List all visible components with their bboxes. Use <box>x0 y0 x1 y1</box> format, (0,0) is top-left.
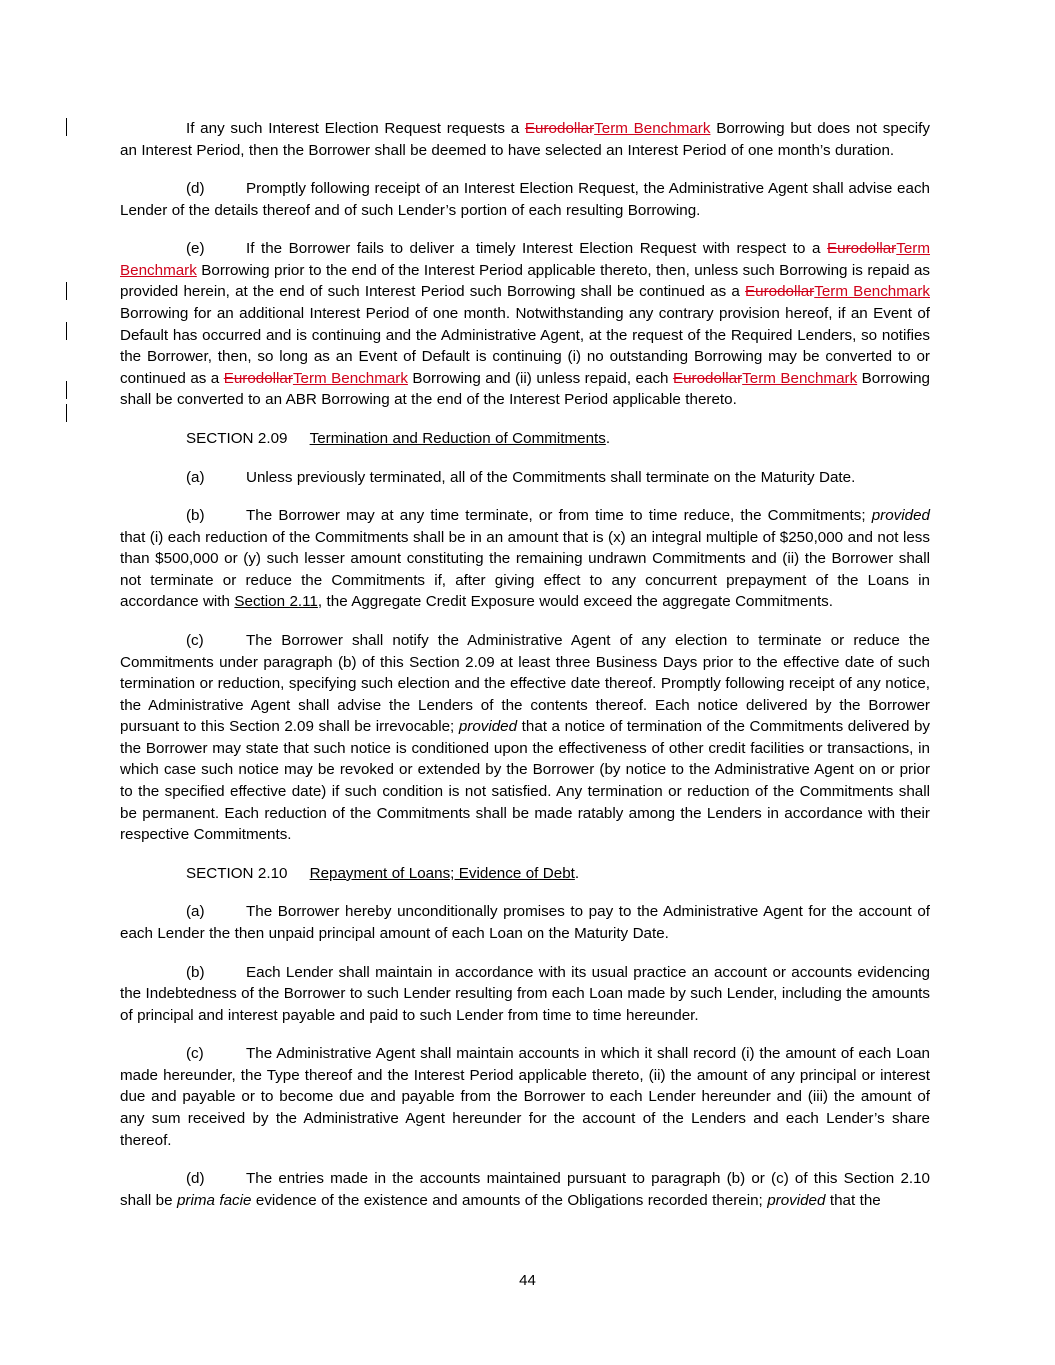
body-text: Promptly following receipt of an Interest Election Request, the Administrative Agent shall advise each Lender of the details thereof and of such Lender’s portion of each resulting Borrowing. <box>120 180 930 219</box>
inserted-text: Term Benchmark <box>742 369 858 387</box>
paragraph-indent <box>120 178 186 200</box>
inserted-text: Term Benchmark <box>594 120 711 137</box>
underlined-text: Termination and Reduction of Commitments <box>309 429 606 447</box>
body-text: The entries made in the accounts maintained pursuant to paragraph (b) or (c) of this Section 2.10 shall be <box>120 1170 930 1209</box>
paragraph-label: (b) <box>186 963 205 981</box>
deleted-text: Eurodollar <box>672 369 743 387</box>
body-text: The Administrative Agent shall maintain accounts in which it shall record (i) the amount of each Loan made hereunder, the Type thereof and the Interest Period applicable thereto, (ii) the amount of any principal or interest due and payable or to become due and payable from the Borrower to each Lender hereunder and (iii) the amount of any sum received by the Administrative Agent hereunder for the account of the Lenders and each Lender’s share thereof. <box>120 1045 930 1149</box>
body-text: that the <box>825 1191 881 1209</box>
paragraph-indent <box>120 630 186 652</box>
change-bar <box>66 118 67 136</box>
body-text: Borrowing but does not specify an Interest Period, then the Borrower shall be deemed to have selected an Interest Period of one month’s duration. <box>120 120 930 159</box>
paragraph <box>120 118 930 161</box>
paragraph <box>120 630 930 846</box>
italic-text: prima facie <box>176 1191 252 1209</box>
deleted-text: Eurodollar <box>745 283 815 301</box>
paragraph-label: (b) <box>186 507 205 525</box>
change-bar <box>66 381 67 399</box>
paragraph-indent <box>120 863 186 885</box>
body-text: The Borrower hereby unconditionally promises to pay to the Administrative Agent for the account of each Lender the then unpaid principal amount of each Loan on the Maturity Date. <box>120 903 930 942</box>
paragraph <box>120 178 930 221</box>
body-text: The Borrower may at any time terminate, or from time to time reduce, the Commitments; <box>246 507 872 525</box>
inserted-text: Term Benchmark <box>814 283 930 301</box>
paragraph-label: (d) <box>186 180 205 198</box>
paragraph <box>120 238 930 411</box>
underlined-text: Section 2.11 <box>234 593 318 611</box>
tab-gap <box>288 865 310 882</box>
body-text: Each Lender shall maintain in accordance with its usual practice an account or accounts evidencing the Indebtedness of the Borrower to such Lender resulting from each Loan made by such Lender, including the amounts of principal and interest payable and paid to such Lender from time to time hereunder. <box>120 963 930 1024</box>
paragraph <box>120 428 930 450</box>
paragraph-indent <box>120 901 186 923</box>
paragraph-indent <box>120 118 186 140</box>
body-text: that (i) each reduction of the Commitments shall be in an amount that is (x) an integral multiple of $250,000 and not less than $500,000 or (y) such lesser amount constituting the remaining undrawn Commitments and (ii) the Borrower shall not terminate or reduce the Commitments if, after giving effect to any concurrent prepayment of the Loans in accordance with <box>120 528 930 611</box>
body-text: If any such Interest Election Request requests a <box>186 120 525 137</box>
body-text: evidence of the existence and amounts of the Obligations recorded therein; <box>251 1191 768 1209</box>
body-text: SECTION 2.09 <box>186 429 288 447</box>
paragraph-indent <box>120 467 186 489</box>
paragraph-indent <box>120 238 186 260</box>
paragraph <box>120 863 930 885</box>
italic-text: provided <box>871 507 930 525</box>
paragraph <box>120 962 930 1027</box>
paragraph <box>120 901 930 944</box>
paragraph-indent <box>120 962 186 984</box>
body-text: . <box>605 429 611 447</box>
deleted-text: Eurodollar <box>827 240 897 258</box>
paragraph-indent <box>120 1043 186 1065</box>
body-text: If the Borrower fails to deliver a timely Interest Election Request with respect to a <box>246 240 828 258</box>
paragraph-indent <box>120 505 186 527</box>
body-text: that a notice of termination of the Commitments delivered by the Borrower may state that such notice is conditioned upon the effectiveness of other credit facilities or transactions, in which case such notice may be revoked or extended by the Borrower (by notice to the Administrative Agent on or prior to the specified effective date) if such condition is not satisfied. Any termination or reduction of the Commitments shall be permanent. Each reduction of the Commitments shall be made ratably among the Lenders in accordance with their respective Commitments. <box>120 718 930 844</box>
page-number: 44 <box>519 1272 536 1289</box>
change-bar <box>66 404 67 422</box>
italic-text: provided <box>458 718 518 736</box>
paragraph-label: (a) <box>186 468 205 486</box>
paragraph-indent <box>120 1168 186 1190</box>
body-text: Unless previously terminated, all of the Commitments shall terminate on the Maturity Date. <box>246 468 856 486</box>
paragraph <box>120 505 930 613</box>
body-text: Borrowing prior to the end of the Interest Period applicable thereto, then, unless such Borrowing is repaid as provided herein, at the end of such Interest Period such Borrowing shall be continued as a <box>120 261 930 301</box>
italic-text: provided <box>767 1191 826 1209</box>
paragraph-label: (e) <box>186 240 205 258</box>
body-text: Borrowing for an additional Interest Period of one month. Notwithstanding any contrary provision hereof, if an Event of Default has occurred and is continuing and the Administrative Agent, at the request of the Required Lenders, so notifies the Borrower, then, so long as an Event of Default is continuing (i) no outstanding Borrowing may be converted to or continued as a <box>120 305 930 387</box>
paragraph <box>120 1168 930 1211</box>
paragraph-indent <box>120 428 186 450</box>
tab-gap <box>288 430 310 447</box>
body-text: Borrowing shall be converted to an ABR Borrowing at the end of the Interest Period applicable thereto. <box>120 369 931 409</box>
paragraph <box>120 1043 930 1151</box>
inserted-text: Term Benchmark <box>292 369 408 387</box>
paragraph-label: (c) <box>186 1045 204 1063</box>
change-bar <box>66 322 67 340</box>
body-text: The Borrower shall notify the Administrative Agent of any election to terminate or reduce the Commitments under paragraph (b) of this Section 2.09 at least three Business Days prior to the effective date of such termination or reduction, specifying such election and the effective date thereof. Promptly following receipt of any notice, the Administrative Agent shall advise the Lenders of the contents thereof. Each notice delivered by the Borrower pursuant to this Section 2.09 shall be irrevocable; <box>120 631 930 736</box>
body-text: . <box>574 864 580 882</box>
body-text: Borrowing and (ii) unless repaid, each <box>407 369 673 387</box>
inserted-text: Term Benchmark <box>120 240 930 279</box>
body-text: , the Aggregate Credit Exposure would exceed the aggregate Commitments. <box>317 593 833 611</box>
paragraph-label: (d) <box>186 1170 205 1188</box>
underlined-text: Repayment of Loans; Evidence of Debt <box>309 864 575 882</box>
document-body <box>120 118 930 1228</box>
body-text: SECTION 2.10 <box>186 864 288 882</box>
deleted-text: Eurodollar <box>223 369 293 387</box>
paragraph <box>120 467 930 489</box>
change-bar <box>66 282 67 300</box>
paragraph-label: (a) <box>186 903 205 921</box>
paragraph-label: (c) <box>186 631 204 649</box>
deleted-text: Eurodollar <box>524 120 595 137</box>
